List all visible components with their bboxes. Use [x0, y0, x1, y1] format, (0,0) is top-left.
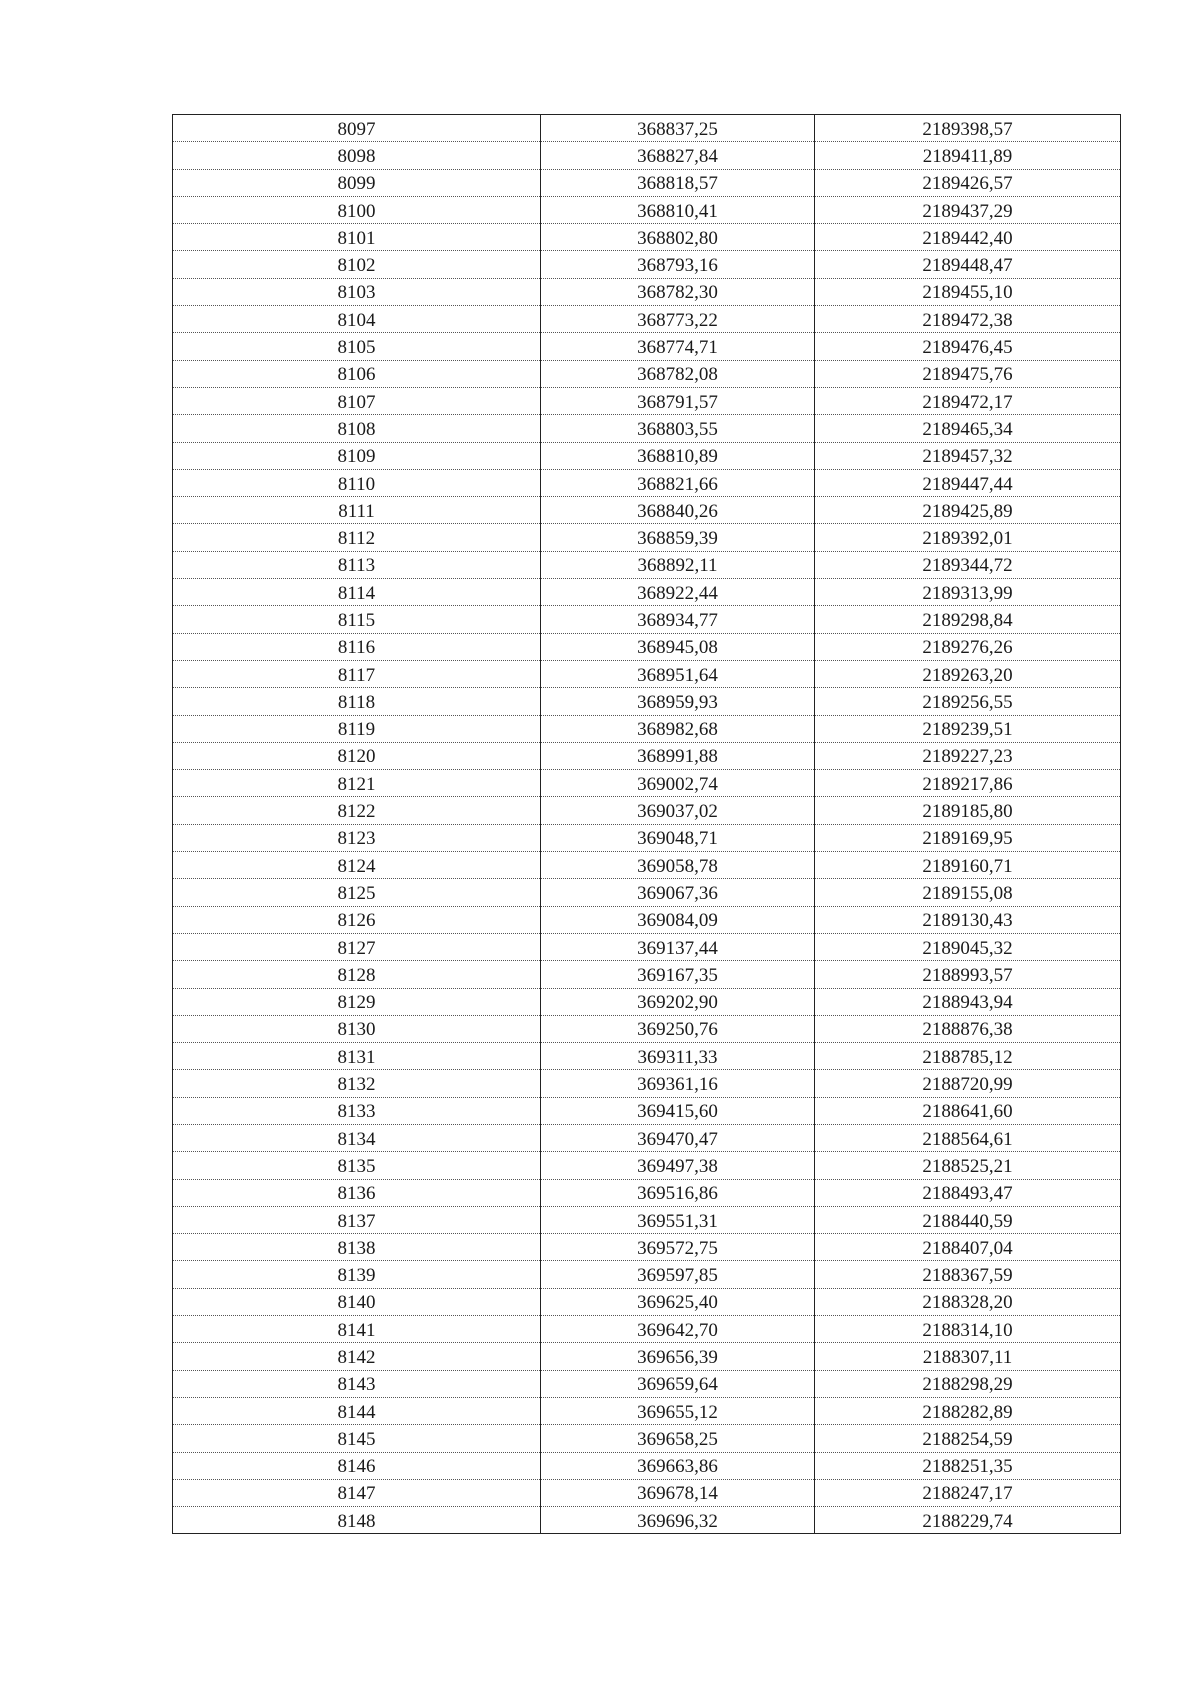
point-number-cell: 8130	[173, 1015, 541, 1042]
x-coordinate-cell: 369497,38	[541, 1152, 815, 1179]
table-row	[173, 306, 1121, 333]
table-row	[173, 1043, 1121, 1070]
y-coordinate-cell: 2189169,95	[815, 824, 1121, 851]
y-coordinate-cell: 2189217,86	[815, 770, 1121, 797]
y-coordinate-cell: 2189457,32	[815, 442, 1121, 469]
x-coordinate-cell: 369202,90	[541, 988, 815, 1015]
table-row	[173, 1124, 1121, 1151]
y-coordinate-cell: 2189442,40	[815, 224, 1121, 251]
point-number-cell: 8120	[173, 742, 541, 769]
point-number-cell: 8113	[173, 551, 541, 578]
x-coordinate-cell: 368810,89	[541, 442, 815, 469]
y-coordinate-cell: 2188525,21	[815, 1152, 1121, 1179]
point-number-cell: 8106	[173, 360, 541, 387]
table-row	[173, 1152, 1121, 1179]
point-number-cell: 8099	[173, 169, 541, 196]
point-number-cell: 8129	[173, 988, 541, 1015]
table-row	[173, 251, 1121, 278]
x-coordinate-cell: 368859,39	[541, 524, 815, 551]
y-coordinate-cell: 2188785,12	[815, 1043, 1121, 1070]
x-coordinate-cell: 369361,16	[541, 1070, 815, 1097]
point-number-cell: 8107	[173, 387, 541, 414]
y-coordinate-cell: 2189447,44	[815, 469, 1121, 496]
y-coordinate-cell: 2189160,71	[815, 852, 1121, 879]
y-coordinate-cell: 2188876,38	[815, 1015, 1121, 1042]
table-row	[173, 115, 1121, 142]
y-coordinate-cell: 2188720,99	[815, 1070, 1121, 1097]
x-coordinate-cell: 368934,77	[541, 606, 815, 633]
table-row	[173, 1507, 1121, 1534]
point-number-cell: 8123	[173, 824, 541, 851]
point-number-cell: 8121	[173, 770, 541, 797]
table-row	[173, 715, 1121, 742]
point-number-cell: 8126	[173, 906, 541, 933]
point-number-cell: 8146	[173, 1452, 541, 1479]
y-coordinate-cell: 2189276,26	[815, 633, 1121, 660]
point-number-cell: 8115	[173, 606, 541, 633]
point-number-cell: 8136	[173, 1179, 541, 1206]
point-number-cell: 8119	[173, 715, 541, 742]
x-coordinate-cell: 368982,68	[541, 715, 815, 742]
y-coordinate-cell: 2189455,10	[815, 278, 1121, 305]
table-row	[173, 1097, 1121, 1124]
point-number-cell: 8139	[173, 1261, 541, 1288]
point-number-cell: 8101	[173, 224, 541, 251]
table-row	[173, 633, 1121, 660]
table-row	[173, 442, 1121, 469]
y-coordinate-cell: 2188440,59	[815, 1206, 1121, 1233]
y-coordinate-cell: 2188493,47	[815, 1179, 1121, 1206]
point-number-cell: 8138	[173, 1234, 541, 1261]
table-row	[173, 1425, 1121, 1452]
point-number-cell: 8097	[173, 115, 541, 142]
y-coordinate-cell: 2189465,34	[815, 415, 1121, 442]
y-coordinate-cell: 2189437,29	[815, 196, 1121, 223]
point-number-cell: 8116	[173, 633, 541, 660]
x-coordinate-cell: 369655,12	[541, 1397, 815, 1424]
table-row	[173, 688, 1121, 715]
table-row	[173, 1015, 1121, 1042]
y-coordinate-cell: 2188282,89	[815, 1397, 1121, 1424]
x-coordinate-cell: 369678,14	[541, 1479, 815, 1506]
point-number-cell: 8117	[173, 660, 541, 687]
x-coordinate-cell: 369311,33	[541, 1043, 815, 1070]
x-coordinate-cell: 368991,88	[541, 742, 815, 769]
y-coordinate-cell: 2188251,35	[815, 1452, 1121, 1479]
point-number-cell: 8145	[173, 1425, 541, 1452]
table-row	[173, 169, 1121, 196]
y-coordinate-cell: 2189476,45	[815, 333, 1121, 360]
x-coordinate-cell: 369656,39	[541, 1343, 815, 1370]
y-coordinate-cell: 2188407,04	[815, 1234, 1121, 1261]
x-coordinate-cell: 368803,55	[541, 415, 815, 442]
x-coordinate-cell: 369250,76	[541, 1015, 815, 1042]
x-coordinate-cell: 368951,64	[541, 660, 815, 687]
x-coordinate-cell: 369037,02	[541, 797, 815, 824]
table-row	[173, 1070, 1121, 1097]
table-row	[173, 387, 1121, 414]
table-row	[173, 1261, 1121, 1288]
table-row	[173, 1316, 1121, 1343]
x-coordinate-cell: 368782,08	[541, 360, 815, 387]
point-number-cell: 8104	[173, 306, 541, 333]
table-row	[173, 360, 1121, 387]
x-coordinate-cell: 369470,47	[541, 1124, 815, 1151]
y-coordinate-cell: 2189263,20	[815, 660, 1121, 687]
table-row	[173, 1397, 1121, 1424]
point-number-cell: 8098	[173, 142, 541, 169]
x-coordinate-cell: 369572,75	[541, 1234, 815, 1261]
y-coordinate-cell: 2189392,01	[815, 524, 1121, 551]
x-coordinate-cell: 369658,25	[541, 1425, 815, 1452]
table-row	[173, 770, 1121, 797]
x-coordinate-cell: 369048,71	[541, 824, 815, 851]
x-coordinate-cell: 368922,44	[541, 579, 815, 606]
table-row	[173, 278, 1121, 305]
x-coordinate-cell: 368837,25	[541, 115, 815, 142]
table-row	[173, 1370, 1121, 1397]
point-number-cell: 8140	[173, 1288, 541, 1315]
point-number-cell: 8133	[173, 1097, 541, 1124]
point-number-cell: 8137	[173, 1206, 541, 1233]
x-coordinate-cell: 369067,36	[541, 879, 815, 906]
point-number-cell: 8132	[173, 1070, 541, 1097]
x-coordinate-cell: 369659,64	[541, 1370, 815, 1397]
x-coordinate-cell: 368774,71	[541, 333, 815, 360]
point-number-cell: 8114	[173, 579, 541, 606]
table-row	[173, 824, 1121, 851]
point-number-cell: 8141	[173, 1316, 541, 1343]
y-coordinate-cell: 2189472,38	[815, 306, 1121, 333]
table-row	[173, 1206, 1121, 1233]
y-coordinate-cell: 2188328,20	[815, 1288, 1121, 1315]
x-coordinate-cell: 368793,16	[541, 251, 815, 278]
x-coordinate-cell: 369516,86	[541, 1179, 815, 1206]
y-coordinate-cell: 2188943,94	[815, 988, 1121, 1015]
table-row	[173, 988, 1121, 1015]
y-coordinate-cell: 2188254,59	[815, 1425, 1121, 1452]
y-coordinate-cell: 2189227,23	[815, 742, 1121, 769]
y-coordinate-cell: 2188314,10	[815, 1316, 1121, 1343]
table-row	[173, 1234, 1121, 1261]
x-coordinate-cell: 368791,57	[541, 387, 815, 414]
table-row	[173, 797, 1121, 824]
point-number-cell: 8147	[173, 1479, 541, 1506]
table-row	[173, 852, 1121, 879]
x-coordinate-cell: 369002,74	[541, 770, 815, 797]
y-coordinate-cell: 2189472,17	[815, 387, 1121, 414]
y-coordinate-cell: 2189344,72	[815, 551, 1121, 578]
table-row	[173, 142, 1121, 169]
point-number-cell: 8118	[173, 688, 541, 715]
x-coordinate-cell: 368840,26	[541, 497, 815, 524]
table-row	[173, 333, 1121, 360]
point-number-cell: 8148	[173, 1507, 541, 1534]
point-number-cell: 8103	[173, 278, 541, 305]
x-coordinate-cell: 368802,80	[541, 224, 815, 251]
y-coordinate-cell: 2189313,99	[815, 579, 1121, 606]
point-number-cell: 8143	[173, 1370, 541, 1397]
y-coordinate-cell: 2188298,29	[815, 1370, 1121, 1397]
x-coordinate-cell: 369696,32	[541, 1507, 815, 1534]
point-number-cell: 8124	[173, 852, 541, 879]
point-number-cell: 8134	[173, 1124, 541, 1151]
y-coordinate-cell: 2189426,57	[815, 169, 1121, 196]
x-coordinate-cell: 369663,86	[541, 1452, 815, 1479]
x-coordinate-cell: 368782,30	[541, 278, 815, 305]
table-row	[173, 961, 1121, 988]
point-number-cell: 8105	[173, 333, 541, 360]
x-coordinate-cell: 368818,57	[541, 169, 815, 196]
table-row	[173, 551, 1121, 578]
y-coordinate-cell: 2188993,57	[815, 961, 1121, 988]
y-coordinate-cell: 2189185,80	[815, 797, 1121, 824]
y-coordinate-cell: 2189298,84	[815, 606, 1121, 633]
point-number-cell: 8127	[173, 933, 541, 960]
x-coordinate-cell: 369415,60	[541, 1097, 815, 1124]
y-coordinate-cell: 2189425,89	[815, 497, 1121, 524]
y-coordinate-cell: 2189448,47	[815, 251, 1121, 278]
point-number-cell: 8144	[173, 1397, 541, 1424]
x-coordinate-cell: 369137,44	[541, 933, 815, 960]
table-row	[173, 906, 1121, 933]
table-row	[173, 469, 1121, 496]
x-coordinate-cell: 368810,41	[541, 196, 815, 223]
y-coordinate-cell: 2188247,17	[815, 1479, 1121, 1506]
y-coordinate-cell: 2189475,76	[815, 360, 1121, 387]
x-coordinate-cell: 369642,70	[541, 1316, 815, 1343]
point-number-cell: 8100	[173, 196, 541, 223]
table-row	[173, 1288, 1121, 1315]
x-coordinate-cell: 368773,22	[541, 306, 815, 333]
x-coordinate-cell: 368827,84	[541, 142, 815, 169]
y-coordinate-cell: 2189239,51	[815, 715, 1121, 742]
y-coordinate-cell: 2189411,89	[815, 142, 1121, 169]
point-number-cell: 8111	[173, 497, 541, 524]
y-coordinate-cell: 2189130,43	[815, 906, 1121, 933]
point-number-cell: 8102	[173, 251, 541, 278]
table-row	[173, 1479, 1121, 1506]
coordinates-table	[172, 114, 1121, 1534]
y-coordinate-cell: 2188367,59	[815, 1261, 1121, 1288]
point-number-cell: 8110	[173, 469, 541, 496]
table-row	[173, 742, 1121, 769]
table-row	[173, 606, 1121, 633]
y-coordinate-cell: 2188641,60	[815, 1097, 1121, 1124]
y-coordinate-cell: 2189256,55	[815, 688, 1121, 715]
point-number-cell: 8128	[173, 961, 541, 988]
x-coordinate-cell: 369058,78	[541, 852, 815, 879]
point-number-cell: 8131	[173, 1043, 541, 1070]
table-row	[173, 1452, 1121, 1479]
table-row	[173, 497, 1121, 524]
table-row	[173, 879, 1121, 906]
point-number-cell: 8135	[173, 1152, 541, 1179]
table-row	[173, 579, 1121, 606]
table-row	[173, 196, 1121, 223]
point-number-cell: 8122	[173, 797, 541, 824]
point-number-cell: 8142	[173, 1343, 541, 1370]
table-row	[173, 1179, 1121, 1206]
table-row	[173, 224, 1121, 251]
point-number-cell: 8109	[173, 442, 541, 469]
y-coordinate-cell: 2188564,61	[815, 1124, 1121, 1151]
y-coordinate-cell: 2188229,74	[815, 1507, 1121, 1534]
x-coordinate-cell: 368959,93	[541, 688, 815, 715]
x-coordinate-cell: 368892,11	[541, 551, 815, 578]
x-coordinate-cell: 369625,40	[541, 1288, 815, 1315]
table-row	[173, 415, 1121, 442]
x-coordinate-cell: 369597,85	[541, 1261, 815, 1288]
point-number-cell: 8108	[173, 415, 541, 442]
x-coordinate-cell: 369167,35	[541, 961, 815, 988]
coordinates-table-body	[173, 115, 1121, 1534]
table-row	[173, 524, 1121, 551]
table-row	[173, 1343, 1121, 1370]
point-number-cell: 8125	[173, 879, 541, 906]
x-coordinate-cell: 369084,09	[541, 906, 815, 933]
table-row	[173, 933, 1121, 960]
x-coordinate-cell: 369551,31	[541, 1206, 815, 1233]
y-coordinate-cell: 2189155,08	[815, 879, 1121, 906]
y-coordinate-cell: 2188307,11	[815, 1343, 1121, 1370]
y-coordinate-cell: 2189045,32	[815, 933, 1121, 960]
y-coordinate-cell: 2189398,57	[815, 115, 1121, 142]
x-coordinate-cell: 368945,08	[541, 633, 815, 660]
table-row	[173, 660, 1121, 687]
point-number-cell: 8112	[173, 524, 541, 551]
x-coordinate-cell: 368821,66	[541, 469, 815, 496]
